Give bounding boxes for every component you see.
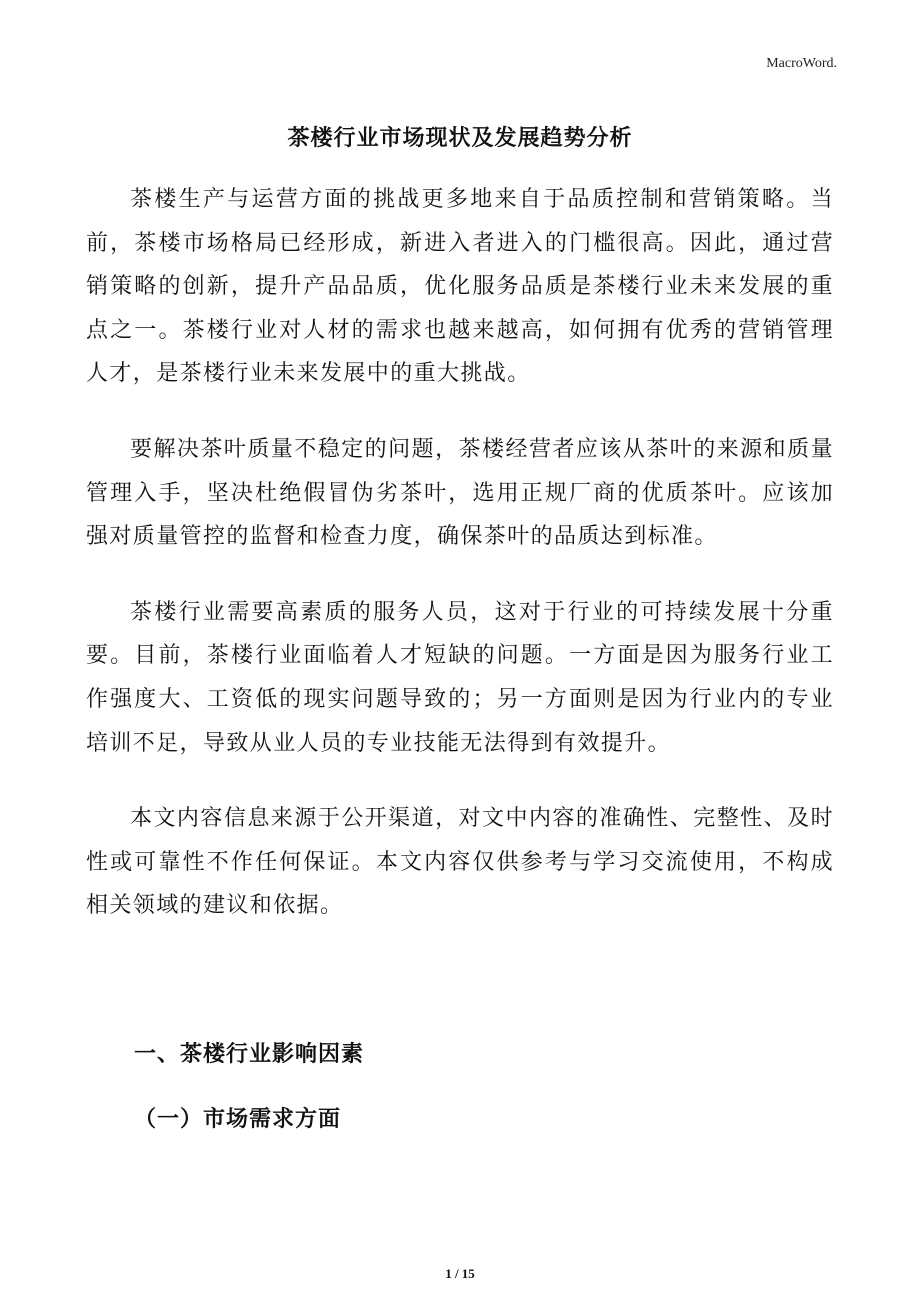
paragraph-2: 要解决茶叶质量不稳定的问题，茶楼经营者应该从茶叶的来源和质量管理入手，坚决杜绝假冒伪劣茶叶，选用正规厂商的优质茶叶。应该加强对质量管控的监督和检查力度，确保茶叶的品质达到标准。 [86,436,834,550]
document-body [86,178,834,960]
document-title: 茶楼行业市场现状及发展趋势分析 [287,126,633,151]
paragraph-3: 茶楼行业需要高素质的服务人员，这对于行业的可持续发展十分重要。目前，茶楼行业面临着人才短缺的问题。一方面是因为服务行业工作强度大、工资低的现实问题导致的；另一方面则是因为行业内的专业培训不足，导致从业人员的专业技能无法得到有效提升。 [86,599,834,756]
paragraph-4: 本文内容信息来源于公开渠道，对文中内容的准确性、完整性、及时性或可靠性不作任何保证。本文内容仅供参考与学习交流使用，不构成相关领域的建议和依据。 [86,806,834,919]
page-number: 1 / 15 [445,1266,475,1281]
subsection-heading: （一）市场需求方面 [134,1106,342,1132]
header-brand: MacroWord. [766,56,837,71]
section-heading: 一、茶楼行业影响因素 [134,1042,365,1067]
paragraph-1: 茶楼生产与运营方面的挑战更多地来自于品质控制和营销策略。当前，茶楼市场格局已经形成，新进入者进入的门槛很高。因此，通过营销策略的创新，提升产品品质，优化服务品质是茶楼行业未来发展的重点之一。茶楼行业对人材的需求也越来越高，如何拥有优秀的营销管理人才，是茶楼行业未来发展中的重大挑战。 [86,187,834,387]
